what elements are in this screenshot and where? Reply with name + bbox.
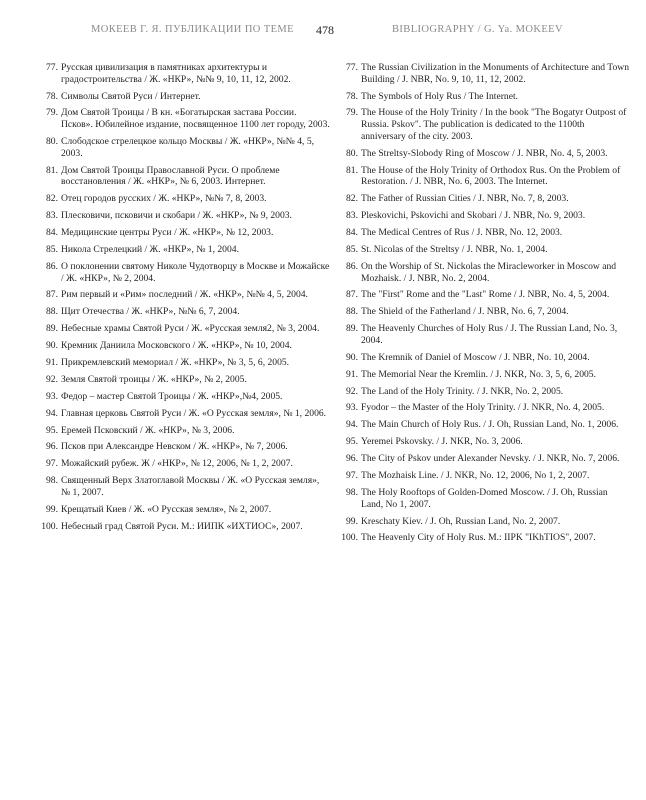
entry-text: The Heavenly City of Holy Rus. M.: IIPK "IKhTIOS", 2007.: [361, 532, 596, 544]
bibliography-entry: [330, 227, 630, 239]
entry-text: Никола Стрелецкий / Ж. «НКР», № 1, 2004.: [61, 243, 239, 255]
entry-text: The Symbols of Holy Rus / The Internet.: [361, 90, 519, 102]
bibliography-entry: [30, 62, 330, 85]
entry-number: 95.: [46, 424, 58, 436]
bibliography-entry: [30, 374, 330, 386]
running-head-left: МОКЕЕВ Г. Я. ПУБЛИКАЦИИ ПО ТЕМЕ: [91, 24, 294, 35]
entry-number: 100.: [41, 520, 58, 532]
entry-text: Небесный град Святой Руси. М.: ИИПК «ИХТИОС», 2007.: [61, 520, 303, 532]
bibliography-entry: [30, 244, 330, 256]
entry-number: 79.: [46, 107, 58, 119]
entry-text: Слободское стрелецкое кольцо Москвы / Ж. «НКР», №№ 4, 5, 2003.: [61, 136, 315, 159]
entry-number: 89.: [346, 323, 358, 335]
entry-text: The Land of the Holy Trinity. / J. NKR, No. 2, 2005.: [361, 385, 564, 397]
bibliography-entry: [330, 352, 630, 364]
entry-number: 82.: [346, 193, 358, 205]
entry-text: Дом Святой Троицы / В кн. «Богатырская застава России. Псков». Юбилейное издание, посвященное 1100 лет городу, 2003.: [61, 107, 330, 131]
bibliography-entry: [30, 193, 330, 205]
bibliography-entry: [330, 487, 630, 510]
entry-number: 92.: [346, 385, 358, 397]
entry-text: The Father of Russian Cities / J. NBR, No. 7, 8, 2003.: [361, 193, 569, 205]
bibliography-entry: [30, 107, 330, 130]
entry-number: 86.: [46, 260, 58, 272]
bibliography-entry: [330, 261, 630, 284]
entry-number: 95.: [346, 436, 358, 448]
bibliography-entry: [30, 458, 330, 470]
entry-number: 94.: [346, 419, 358, 431]
bibliography-entry: [30, 323, 330, 335]
entry-number: 77.: [46, 62, 58, 73]
bibliography-entry: [330, 419, 630, 431]
entry-number: 90.: [346, 351, 358, 363]
entry-number: 97.: [46, 458, 58, 470]
entry-text: St. Nicolas of the Streltsy / J. NBR, No. 1, 2004.: [361, 243, 548, 255]
entry-text: The Heavenly Churches of Holy Rus / J. The Russian Land, No. 3, 2004.: [361, 323, 618, 346]
entry-number: 85.: [346, 243, 358, 255]
entry-number: 82.: [46, 193, 58, 205]
bibliography-entry: [330, 532, 630, 544]
entry-text: Земля Святой троицы / Ж. «НКР», № 2, 2005.: [61, 373, 247, 385]
entry-number: 91.: [346, 368, 358, 380]
bibliography-entry: [330, 436, 630, 448]
bibliography-entry: [30, 504, 330, 516]
entry-number: 93.: [46, 390, 58, 402]
bibliography-entry: [30, 91, 330, 103]
bibliography-entry: [30, 306, 330, 318]
entry-number: 80.: [346, 147, 358, 159]
entry-text: Небесные храмы Святой Руси / Ж. «Русская земля2, № 3, 2004.: [61, 323, 320, 335]
entry-number: 94.: [46, 407, 58, 419]
entry-text: Pleskovichi, Pskovichi and Skobari / J. NBR, No. 9, 2003.: [361, 210, 586, 222]
bibliography-entry: [30, 289, 330, 301]
entry-text: Отец городов русских / Ж. «НКР», №№ 7, 8, 2003.: [61, 193, 267, 205]
entry-number: 92.: [46, 373, 58, 385]
bibliography-entry: [330, 210, 630, 222]
entry-text: Fyodor – the Master of the Holy Trinity. / J. NKR, No. 4, 2005.: [361, 402, 605, 414]
entry-number: 97.: [346, 470, 358, 482]
entry-text: Еремей Псковский / Ж. «НКР», № 3, 2006.: [61, 424, 235, 436]
entry-number: 98.: [46, 475, 58, 487]
entry-text: Kreschaty Kiev. / J. Oh, Russian Land, No. 2, 2007.: [361, 515, 561, 527]
entry-text: Медицинские центры Руси / Ж. «НКР», № 12, 2003.: [61, 227, 274, 239]
page-header: [0, 24, 646, 40]
entry-text: The House of the Holy Trinity of Orthodox Rus. On the Problem of Restoration. / J. NBR, No. 6, 2003. The Internet.: [361, 164, 621, 188]
bibliography-entry: [330, 289, 630, 301]
entry-text: Федор – мастер Святой Троицы / Ж. «НКР»,№4, 2005.: [61, 390, 283, 402]
entry-text: Русская цивилизация в памятниках архитектуры и градостроительства / Ж. «НКР», №№ 9, 10, 11, 12, 2002.: [61, 62, 291, 85]
entry-text: The Medical Centres of Rus / J. NBR, No. 12, 2003.: [361, 227, 563, 239]
entry-text: The Mozhaisk Line. / J. NKR, No. 12, 2006, No 1, 2, 2007.: [361, 470, 590, 482]
entry-number: 100.: [341, 532, 358, 544]
entry-text: Щит Отечества / Ж. «НКР», №№ 6, 7, 2004.: [61, 306, 240, 318]
entry-number: 99.: [346, 515, 358, 527]
entry-text: The City of Pskov under Alexander Nevsky. / J. NKR, No. 7, 2006.: [361, 453, 620, 465]
entry-number: 93.: [346, 402, 358, 414]
entry-number: 81.: [346, 164, 358, 176]
entry-text: The Shield of the Fatherland / J. NBR, No. 6, 7, 2004.: [361, 306, 569, 318]
entry-text: The Kremnik of Daniel of Moscow / J. NBR, No. 10, 2004.: [361, 351, 590, 363]
entry-text: Дом Святой Троицы Православной Руси. О проблеме восстановления / Ж. «НКР», № 6, 2003. Интернет.: [61, 164, 280, 188]
bibliography-entry: [30, 408, 330, 420]
entry-number: 88.: [46, 306, 58, 318]
entry-number: 90.: [46, 340, 58, 352]
entry-number: 78.: [346, 90, 358, 102]
entry-number: 78.: [46, 90, 58, 102]
entry-text: The "First" Rome and the "Last" Rome / J. NBR, No. 4, 5, 2004.: [361, 289, 610, 301]
entry-text: Символы Святой Руси / Интернет.: [61, 90, 201, 102]
bibliography-entry: [330, 193, 630, 205]
english-bibliography-column: [330, 62, 630, 549]
bibliography-entry: [330, 306, 630, 318]
entry-number: 91.: [46, 356, 58, 368]
entry-text: The House of the Holy Trinity / In the book "The Bogatyr Outpost of Russia. Pskov". The publication is dedicated to the 1100th anniversary of the city. 2003.: [361, 107, 627, 142]
bibliography-entry: [330, 165, 630, 188]
bibliography-entry: [330, 91, 630, 103]
running-head-right: BIBLIOGRAPHY / G. Ya. MOKEEV: [392, 24, 563, 35]
bibliography-entry: [330, 323, 630, 346]
entry-number: 79.: [346, 107, 358, 119]
entry-number: 84.: [346, 227, 358, 239]
entry-text: Псков при Александре Невском / Ж. «НКР», № 7, 2006.: [61, 441, 288, 453]
bibliography-entry: [330, 244, 630, 256]
bibliography-entry: [30, 441, 330, 453]
entry-number: 80.: [46, 136, 58, 148]
entry-number: 83.: [46, 210, 58, 222]
entry-text: Плесковичи, псковичи и скобари / Ж. «НКР», № 9, 2003.: [61, 210, 292, 222]
bibliography-entry: [330, 470, 630, 482]
bibliography-entry: [330, 516, 630, 528]
bibliography-entry: [30, 210, 330, 222]
entry-text: Главная церковь Святой Руси / Ж. «О Русская земля», № 1, 2006.: [61, 407, 327, 419]
entry-number: 86.: [346, 260, 358, 272]
entry-text: The Holy Rooftops of Golden-Domed Moscow. / J. Oh, Russian Land, No 1, 2007.: [361, 486, 608, 510]
bibliography-entry: [30, 391, 330, 403]
bibliography-entry: [330, 369, 630, 381]
entry-text: Священный Верх Златоглавой Москвы / Ж. «О Русская земля», № 1, 2007.: [61, 475, 320, 498]
bibliography-entry: [330, 386, 630, 398]
bibliography-entry: [30, 475, 330, 498]
bibliography-entry: [30, 340, 330, 352]
entry-text: Кремник Даниила Московского / Ж. «НКР», № 10, 2004.: [61, 340, 292, 352]
bibliography-entry: [330, 453, 630, 465]
bibliography-entry: [330, 107, 630, 142]
bibliography-entry: [30, 521, 330, 533]
entry-number: 83.: [346, 210, 358, 222]
entry-text: Можайский рубеж. Ж / «НКР», № 12, 2006, № 1, 2, 2007.: [61, 458, 293, 470]
entry-text: Рим первый и «Рим» последний / Ж. «НКР», №№ 4, 5, 2004.: [61, 289, 308, 301]
entry-text: The Russian Civilization in the Monuments of Architecture and Town Building / J. NBR, No. 9, 10, 11, 12, 2002.: [361, 62, 629, 85]
bibliography-entry: [30, 165, 330, 188]
entry-number: 96.: [346, 453, 358, 465]
bibliography-entry: [330, 402, 630, 414]
bibliography-entry: [30, 227, 330, 239]
entry-number: 81.: [46, 164, 58, 176]
entry-text: On the Worship of St. Nickolas the Miracleworker in Moscow and Mozhaisk. / J. NBR, No. 2, 2004.: [361, 260, 617, 284]
bibliography-entry: [30, 357, 330, 369]
entry-number: 77.: [346, 62, 358, 73]
entry-text: The Main Church of Holy Rus. / J. Oh, Russian Land, No. 1, 2006.: [361, 419, 619, 431]
entry-number: 88.: [346, 306, 358, 318]
bibliography-entry: [330, 148, 630, 160]
entry-number: 99.: [46, 503, 58, 515]
entry-number: 87.: [46, 289, 58, 301]
entry-number: 87.: [346, 289, 358, 301]
entry-text: Прикремлевский мемориал / Ж. «НКР», № 3, 5, 6, 2005.: [61, 356, 290, 368]
entry-number: 84.: [46, 227, 58, 239]
entry-text: The Memorial Near the Kremlin. / J. NKR, No. 3, 5, 6, 2005.: [361, 368, 597, 380]
entry-text: Крещатый Киев / Ж. «О Русская земля», № 2, 2007.: [61, 503, 272, 515]
entry-text: The Streltsy-Slobody Ring of Moscow / J. NBR, No. 4, 5, 2003.: [361, 147, 608, 159]
entry-number: 98.: [346, 486, 358, 498]
bibliography-entry: [30, 425, 330, 437]
bibliography-entry: [30, 261, 330, 284]
russian-bibliography-column: [30, 62, 330, 538]
bibliography-entry: [330, 62, 630, 85]
entry-number: 85.: [46, 243, 58, 255]
entry-number: 89.: [46, 323, 58, 335]
bibliography-entry: [30, 136, 330, 159]
entry-text: О поклонении святому Николе Чудотворцу в Москве и Можайске / Ж. «НКР», № 2, 2004.: [61, 260, 330, 284]
entry-text: Yeremei Pskovsky. / J. NKR, No. 3, 2006.: [361, 436, 523, 448]
page-number: 478: [316, 23, 334, 37]
entry-number: 96.: [46, 441, 58, 453]
